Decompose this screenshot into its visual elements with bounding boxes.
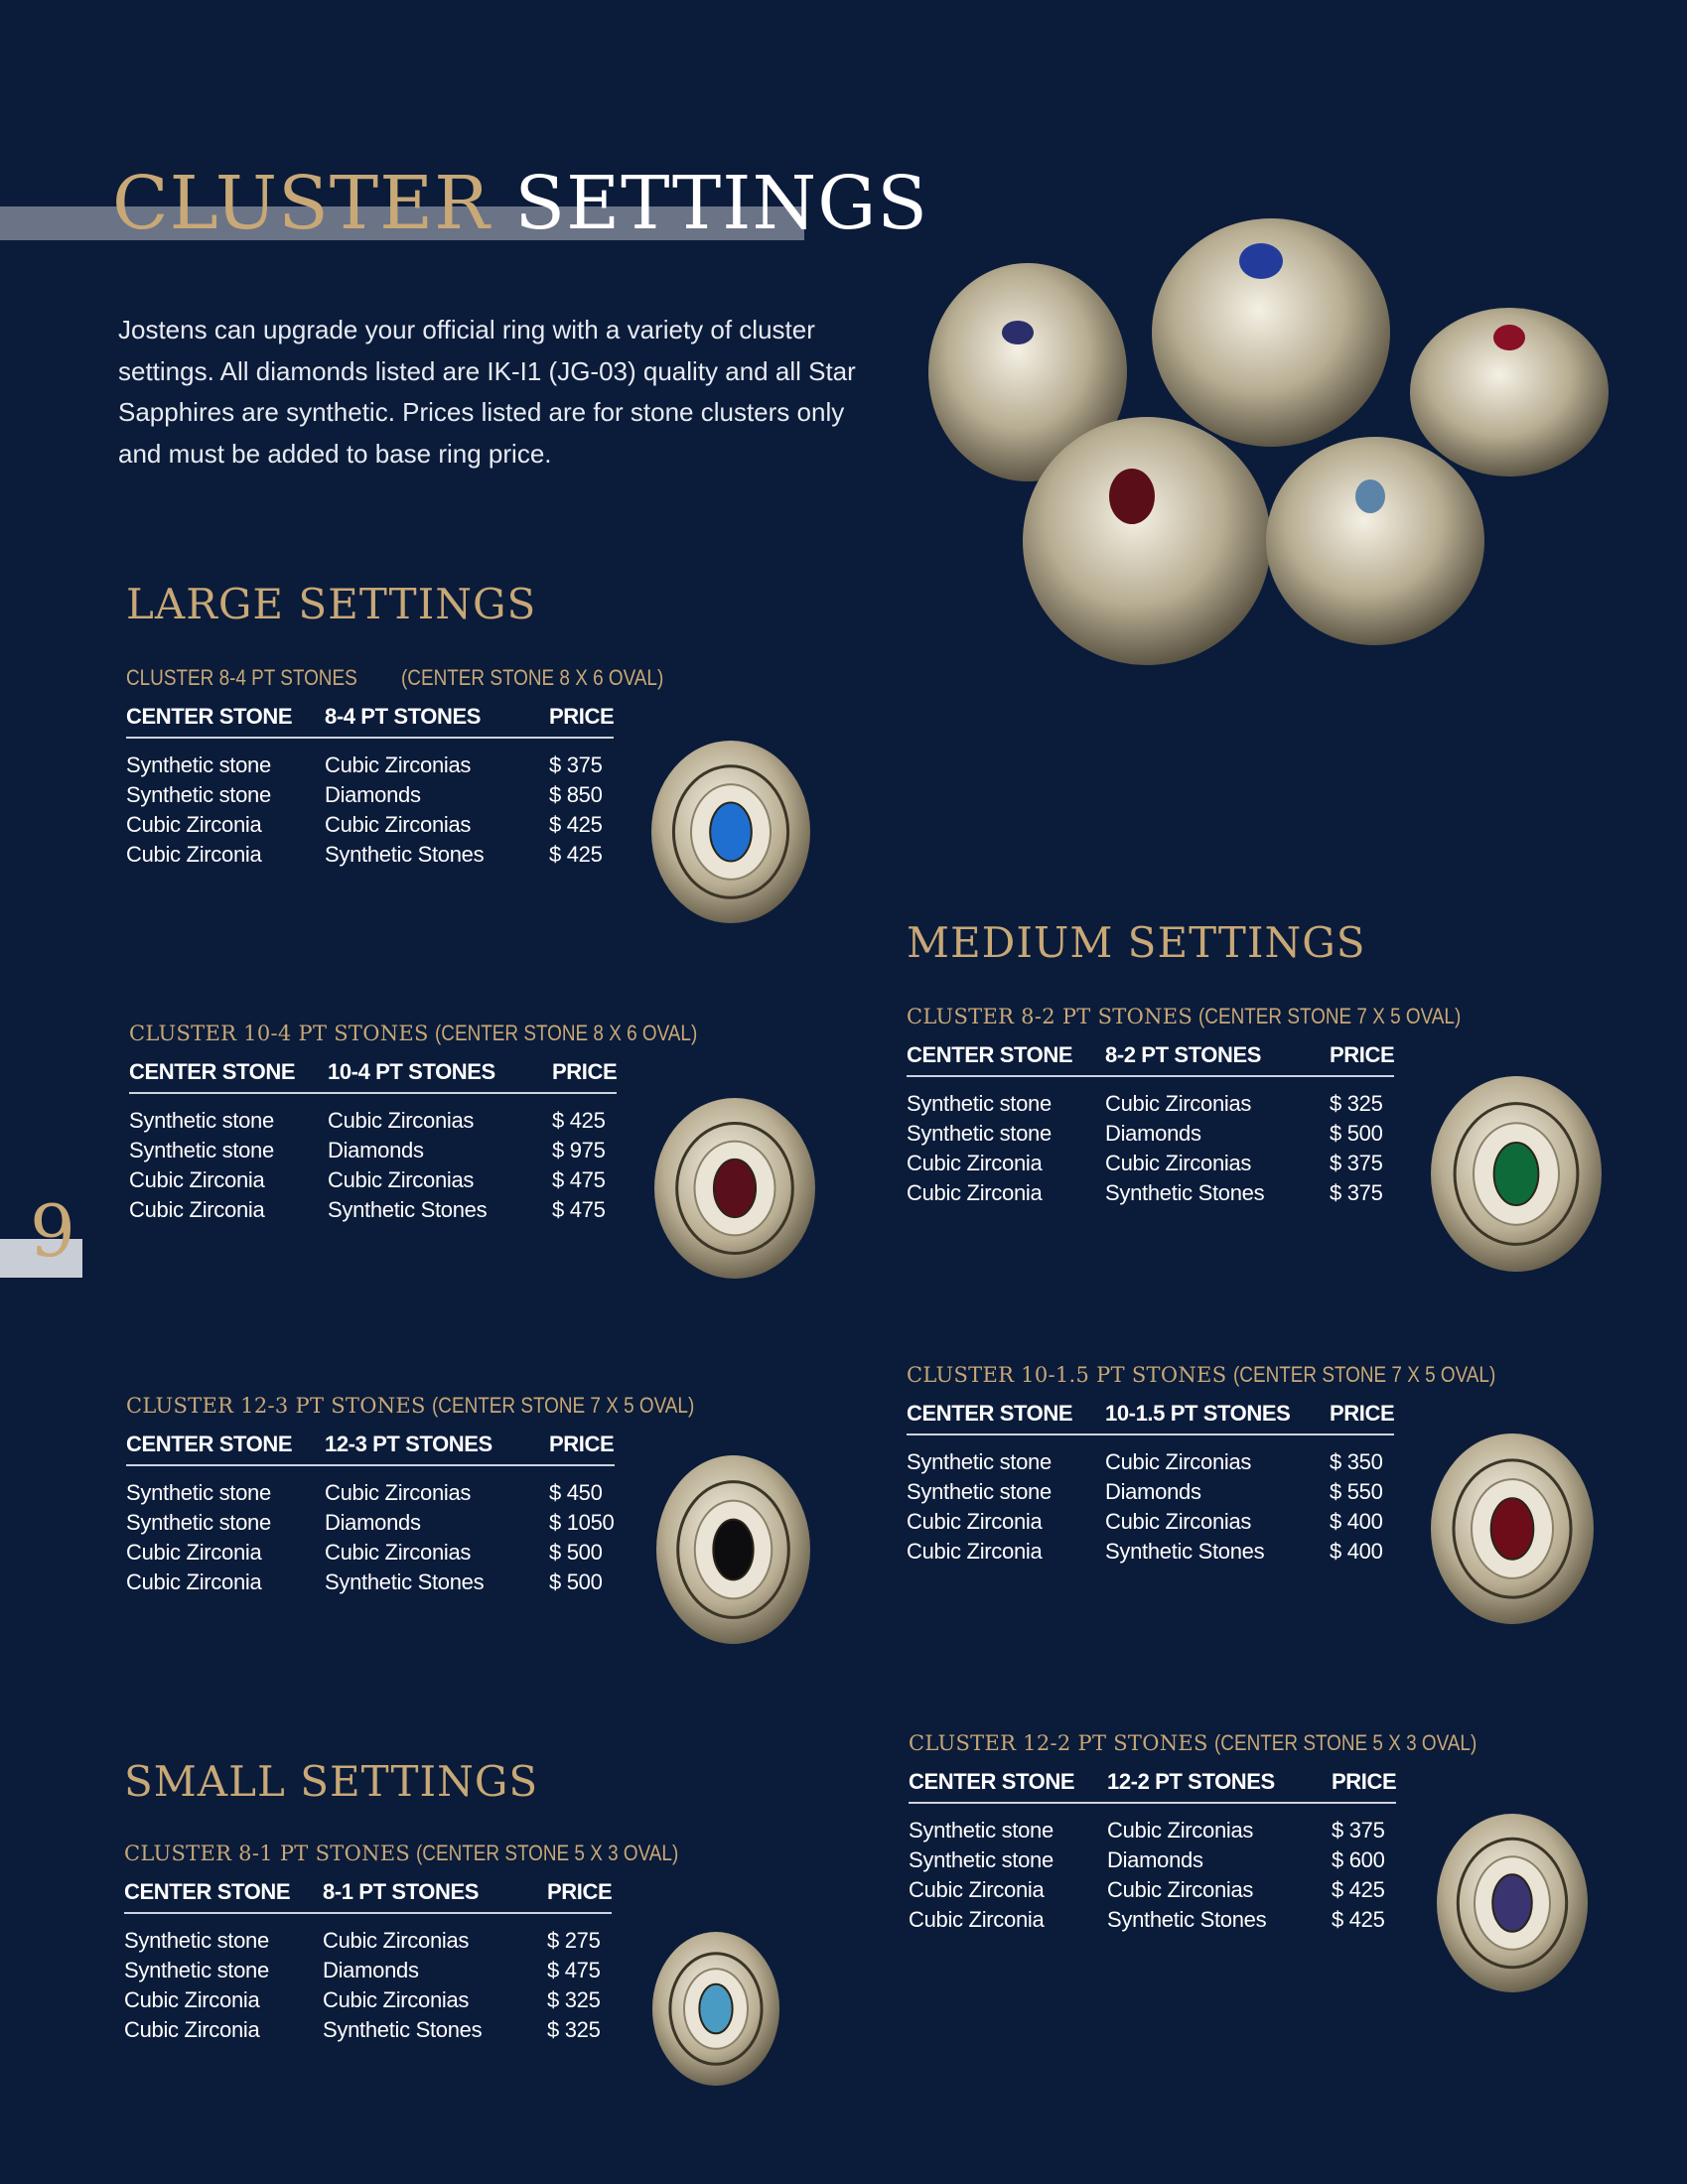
cell-center-stone: Cubic Zirconia (126, 1540, 262, 1565)
cell-center-stone: Synthetic stone (907, 1091, 1052, 1116)
table-row (126, 1568, 615, 1597)
cell-cluster-stones: Cubic Zirconias (1107, 1818, 1254, 1843)
cell-center-stone: Cubic Zirconia (126, 812, 262, 837)
table-row (126, 780, 614, 810)
cluster-8-1-block (124, 1837, 679, 2045)
cell-center-stone: Synthetic stone (907, 1121, 1052, 1146)
ring-center-stone (1492, 1874, 1532, 1932)
cell-center-stone: Synthetic stone (126, 752, 271, 777)
cluster-10-4-price-table (129, 1056, 617, 1225)
cell-cluster-stones: Synthetic Stones (1105, 1180, 1265, 1205)
table-row (124, 1926, 612, 1956)
cell-price: $ 275 (547, 1928, 601, 1953)
column-header-center-stone: CENTER STONE (909, 1766, 1107, 1803)
column-header-cluster-stones: 8-1 PT STONES (323, 1876, 547, 1913)
cluster-10-4-title (129, 1017, 698, 1050)
cell-price: $ 975 (552, 1138, 606, 1162)
cell-cluster-stones: Synthetic Stones (328, 1197, 488, 1222)
column-header-price: PRICE (1330, 1398, 1394, 1434)
cell-center-stone: Synthetic stone (126, 1480, 271, 1505)
cluster-8-4-name: CLUSTER 8-4 PT STONES (126, 665, 357, 690)
ring-photo-cluster-8-1 (648, 1928, 783, 2090)
cluster-12-3-price-table (126, 1429, 615, 1597)
cell-center-stone: Synthetic stone (126, 782, 271, 807)
column-header-center-stone: CENTER STONE (126, 701, 325, 738)
cell-price: $ 425 (1332, 1907, 1385, 1932)
cell-cluster-stones: Diamonds (328, 1138, 424, 1162)
cluster-12-3-title (126, 1389, 695, 1423)
column-header-cluster-stones: 8-4 PT STONES (325, 701, 549, 738)
column-header-price: PRICE (1332, 1766, 1396, 1803)
cell-center-stone: Cubic Zirconia (126, 842, 262, 867)
cluster-10-4-block (129, 1017, 698, 1225)
cell-center-stone: Cubic Zirconia (907, 1509, 1043, 1534)
cell-price: $ 475 (552, 1167, 606, 1192)
cluster-8-4-price-table (126, 701, 614, 870)
table-row (126, 1538, 615, 1568)
column-header-price: PRICE (549, 1429, 615, 1465)
cell-cluster-stones: Cubic Zirconias (328, 1108, 475, 1133)
cluster-8-1-price-table (124, 1876, 612, 2045)
cell-cluster-stones: Cubic Zirconias (323, 1987, 470, 2012)
cell-price: $ 550 (1330, 1479, 1383, 1504)
cell-cluster-stones: Cubic Zirconias (323, 1928, 470, 1953)
cell-cluster-stones: Cubic Zirconias (1105, 1091, 1252, 1116)
table-row (129, 1136, 617, 1165)
column-header-price: PRICE (1330, 1039, 1394, 1076)
table-row (907, 1477, 1394, 1507)
cell-price: $ 475 (547, 1958, 601, 1982)
ring-center-stone (1494, 1143, 1539, 1205)
cell-price: $ 1050 (549, 1510, 615, 1535)
cell-center-stone: Synthetic stone (124, 1958, 269, 1982)
cell-center-stone: Synthetic stone (129, 1108, 274, 1133)
cell-cluster-stones: Diamonds (1107, 1847, 1203, 1872)
cell-center-stone: Cubic Zirconia (126, 1570, 262, 1594)
cell-price: $ 400 (1330, 1539, 1383, 1564)
cell-price: $ 325 (547, 2017, 601, 2042)
cell-cluster-stones: Cubic Zirconias (325, 1480, 472, 1505)
table-row (126, 1508, 615, 1538)
hero-ring-4 (1023, 417, 1271, 665)
cluster-8-4-block (126, 661, 663, 870)
table-row (909, 1875, 1396, 1905)
ring-center-stone (713, 1520, 753, 1580)
cell-cluster-stones: Diamonds (325, 1510, 421, 1535)
table-row (129, 1165, 617, 1195)
cluster-8-2-center-stone-size: (CENTER STONE 7 X 5 OVAL) (1198, 1004, 1462, 1028)
cell-price: $ 850 (549, 782, 603, 807)
column-header-cluster-stones: 8-2 PT STONES (1105, 1039, 1330, 1076)
large-settings-heading: LARGE SETTINGS (126, 580, 537, 628)
cluster-8-1-name: CLUSTER 8-1 PT STONES (124, 1842, 411, 1865)
cluster-8-2-price-table (907, 1039, 1394, 1208)
cluster-12-2-title (909, 1726, 1477, 1760)
cell-cluster-stones: Synthetic Stones (1105, 1539, 1265, 1564)
table-row (907, 1149, 1394, 1178)
column-header-cluster-stones: 12-3 PT STONES (325, 1429, 549, 1465)
cell-price: $ 375 (1332, 1818, 1385, 1843)
cell-price: $ 375 (1330, 1180, 1383, 1205)
cell-center-stone: Cubic Zirconia (909, 1907, 1045, 1932)
cluster-10-1-5-name: CLUSTER 10-1.5 PT STONES (907, 1363, 1227, 1387)
cell-center-stone: Cubic Zirconia (907, 1151, 1043, 1175)
cluster-12-2-center-stone-size: (CENTER STONE 5 X 3 OVAL) (1213, 1730, 1477, 1755)
table-row (907, 1537, 1394, 1567)
cell-cluster-stones: Cubic Zirconias (1105, 1449, 1252, 1474)
page-number: 9 (30, 1189, 75, 1273)
hero-rings-photo (918, 213, 1614, 680)
cell-center-stone: Synthetic stone (124, 1928, 269, 1953)
table-row (129, 1106, 617, 1136)
title-part-settings: SETTINGS (514, 161, 928, 246)
table-row (907, 1119, 1394, 1149)
cell-center-stone: Cubic Zirconia (129, 1197, 265, 1222)
table-row (126, 840, 614, 870)
ring-photo-cluster-10-1-5 (1427, 1430, 1598, 1628)
cell-price: $ 325 (547, 1987, 601, 2012)
page-title (112, 159, 928, 248)
table-row (907, 1178, 1394, 1208)
cell-cluster-stones: Cubic Zirconias (325, 812, 472, 837)
column-header-center-stone: CENTER STONE (124, 1876, 323, 1913)
cell-cluster-stones: Cubic Zirconias (1105, 1509, 1252, 1534)
cluster-12-3-center-stone-size: (CENTER STONE 7 X 5 OVAL) (431, 1393, 695, 1418)
cell-price: $ 325 (1330, 1091, 1383, 1116)
cluster-8-4-center-stone-size: (CENTER STONE 8 X 6 OVAL) (400, 665, 663, 690)
cell-center-stone: Synthetic stone (129, 1138, 274, 1162)
cluster-10-1-5-title (907, 1358, 1495, 1392)
ring-photo-cluster-10-4 (650, 1094, 819, 1283)
cell-cluster-stones: Diamonds (1105, 1121, 1201, 1146)
cell-price: $ 425 (552, 1108, 606, 1133)
table-row (126, 810, 614, 840)
intro-paragraph: Jostens can upgrade your official ring with a variety of cluster settings. All diamonds listed are IK-I1 (JG-03) quality and all Star Sapphires are synthetic. Prices listed are for stone clusters only and must be added to base ring price. (118, 315, 856, 469)
table-row (907, 1507, 1394, 1537)
cell-price: $ 450 (549, 1480, 603, 1505)
cell-center-stone: Cubic Zirconia (124, 2017, 260, 2042)
cell-center-stone: Synthetic stone (126, 1510, 271, 1535)
cell-center-stone: Synthetic stone (907, 1449, 1052, 1474)
column-header-cluster-stones: 10-4 PT STONES (328, 1056, 552, 1093)
cluster-10-4-name: CLUSTER 10-4 PT STONES (129, 1022, 429, 1045)
table-row (909, 1845, 1396, 1875)
table-row (126, 751, 614, 780)
cell-price: $ 475 (552, 1197, 606, 1222)
cluster-8-4-title (126, 661, 663, 695)
cell-cluster-stones: Cubic Zirconias (325, 1540, 472, 1565)
cell-price: $ 500 (549, 1570, 603, 1594)
hero-ring-3 (1410, 308, 1609, 477)
cluster-8-1-center-stone-size: (CENTER STONE 5 X 3 OVAL) (416, 1841, 679, 1865)
cell-cluster-stones: Synthetic Stones (325, 842, 485, 867)
ring-center-stone (710, 803, 752, 862)
cell-price: $ 600 (1332, 1847, 1385, 1872)
medium-settings-heading: MEDIUM SETTINGS (907, 918, 1366, 967)
title-part-cluster: CLUSTER (112, 161, 491, 246)
cell-center-stone: Cubic Zirconia (129, 1167, 265, 1192)
cluster-8-1-title (124, 1837, 679, 1870)
cluster-8-2-name: CLUSTER 8-2 PT STONES (907, 1005, 1194, 1028)
cluster-10-1-5-block (907, 1358, 1495, 1567)
table-row (907, 1447, 1394, 1477)
column-header-center-stone: CENTER STONE (907, 1398, 1105, 1434)
column-header-center-stone: CENTER STONE (129, 1056, 328, 1093)
cell-cluster-stones: Diamonds (1105, 1479, 1201, 1504)
table-row (124, 1956, 612, 1985)
cell-cluster-stones: Cubic Zirconias (1105, 1151, 1252, 1175)
hero-ring-5 (1266, 437, 1484, 645)
cell-center-stone: Synthetic stone (907, 1479, 1052, 1504)
table-row (909, 1816, 1396, 1845)
ring-photo-cluster-12-2 (1433, 1810, 1592, 1996)
cluster-10-1-5-center-stone-size: (CENTER STONE 7 X 5 OVAL) (1232, 1362, 1495, 1387)
cell-cluster-stones: Synthetic Stones (1107, 1907, 1267, 1932)
cell-center-stone: Synthetic stone (909, 1847, 1054, 1872)
cell-cluster-stones: Synthetic Stones (323, 2017, 483, 2042)
column-header-cluster-stones: 10-1.5 PT STONES (1105, 1398, 1330, 1434)
column-header-price: PRICE (547, 1876, 612, 1913)
ring-center-stone (1491, 1498, 1534, 1559)
table-row (907, 1089, 1394, 1119)
table-row (126, 1478, 615, 1508)
table-row (124, 2015, 612, 2045)
ring-photo-cluster-8-2 (1427, 1072, 1606, 1276)
cell-center-stone: Synthetic stone (909, 1818, 1054, 1843)
column-header-center-stone: CENTER STONE (126, 1429, 325, 1465)
cluster-12-2-price-table (909, 1766, 1396, 1935)
cluster-8-2-block (907, 1000, 1462, 1208)
cluster-10-1-5-price-table (907, 1398, 1394, 1567)
cluster-10-4-center-stone-size: (CENTER STONE 8 X 6 OVAL) (434, 1021, 698, 1045)
ring-center-stone (699, 1984, 732, 2034)
cell-price: $ 500 (1330, 1121, 1383, 1146)
small-settings-heading: SMALL SETTINGS (124, 1757, 539, 1806)
cell-cluster-stones: Synthetic Stones (325, 1570, 485, 1594)
table-row (909, 1905, 1396, 1935)
cell-price: $ 425 (549, 842, 603, 867)
cell-center-stone: Cubic Zirconia (909, 1877, 1045, 1902)
cell-center-stone: Cubic Zirconia (124, 1987, 260, 2012)
cell-price: $ 425 (1332, 1877, 1385, 1902)
cell-price: $ 375 (549, 752, 603, 777)
cell-price: $ 400 (1330, 1509, 1383, 1534)
ring-center-stone (714, 1160, 756, 1217)
cell-price: $ 350 (1330, 1449, 1383, 1474)
cell-center-stone: Cubic Zirconia (907, 1180, 1043, 1205)
table-row (129, 1195, 617, 1225)
cluster-8-2-title (907, 1000, 1462, 1033)
cluster-12-2-block (909, 1726, 1477, 1935)
cell-cluster-stones: Cubic Zirconias (1107, 1877, 1254, 1902)
column-header-price: PRICE (549, 701, 614, 738)
cell-cluster-stones: Cubic Zirconias (328, 1167, 475, 1192)
column-header-center-stone: CENTER STONE (907, 1039, 1105, 1076)
ring-photo-cluster-12-3 (652, 1451, 814, 1648)
cluster-12-3-name: CLUSTER 12-3 PT STONES (126, 1394, 426, 1418)
cluster-12-3-block (126, 1389, 695, 1597)
cell-cluster-stones: Diamonds (325, 782, 421, 807)
hero-ring-2 (1152, 218, 1390, 447)
table-row (124, 1985, 612, 2015)
column-header-price: PRICE (552, 1056, 617, 1093)
ring-photo-cluster-8-4 (647, 737, 814, 927)
cell-cluster-stones: Diamonds (323, 1958, 419, 1982)
cell-price: $ 375 (1330, 1151, 1383, 1175)
cell-price: $ 425 (549, 812, 603, 837)
cell-cluster-stones: Cubic Zirconias (325, 752, 472, 777)
cell-center-stone: Cubic Zirconia (907, 1539, 1043, 1564)
column-header-cluster-stones: 12-2 PT STONES (1107, 1766, 1332, 1803)
cell-price: $ 500 (549, 1540, 603, 1565)
cluster-12-2-name: CLUSTER 12-2 PT STONES (909, 1731, 1208, 1755)
